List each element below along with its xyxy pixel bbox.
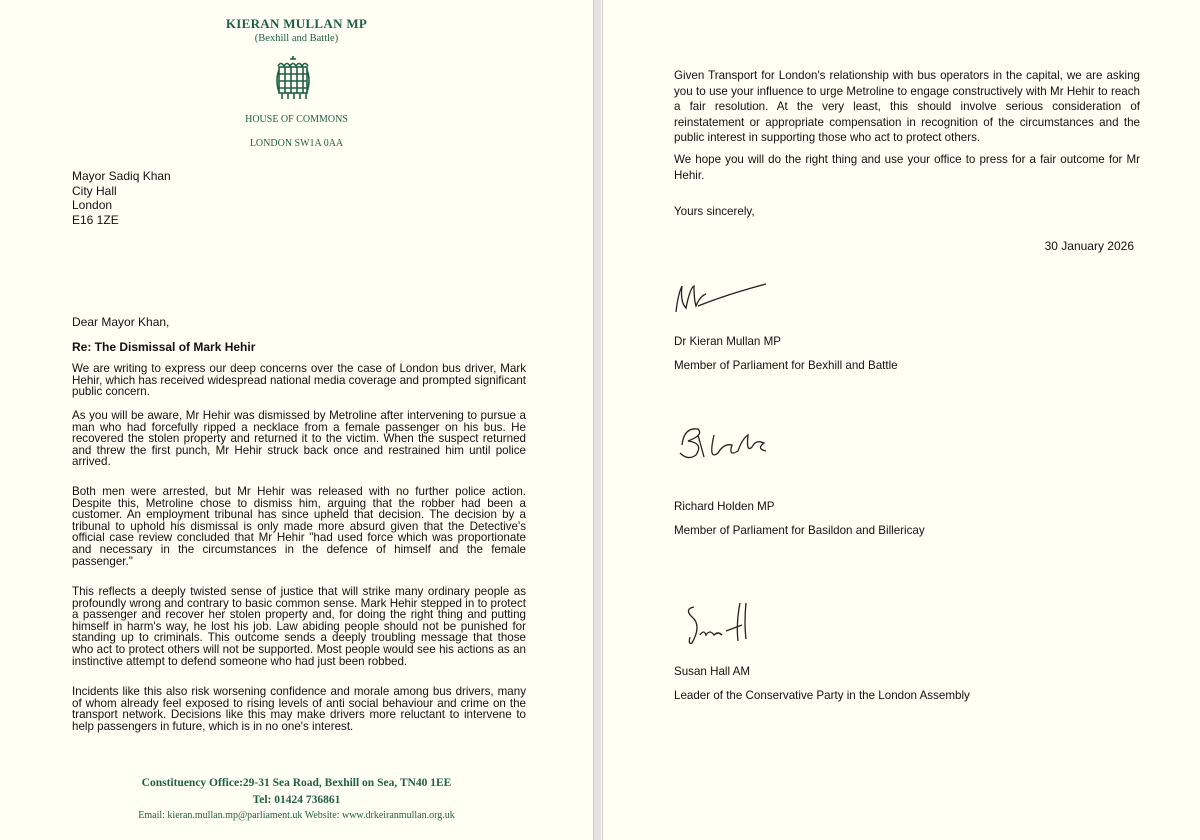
- footer-telephone: Tel: 01424 736861: [252, 794, 341, 806]
- body-paragraph: Incidents like this also risk worsening confidence and morale among bus drivers, many of whom already feel exposed to rising levels of anti social behaviour and crime on the transport network. Decisions like this may make drivers more reluctant to intervene to help passengers in future, which is in no one's interest.: [72, 685, 526, 733]
- letterhead-constituency: (Bexhill and Battle): [254, 33, 339, 44]
- body-paragraph: This reflects a deeply twisted sense of justice that will strike many ordinary people as profoundly wrong and contrary to basic common sense. Mark Hehir stepped in to protect a passenger and recover her stolen property and, for doing the right thing and putting himself in harm's way, he lost his job. Law abiding people should not be punished for standing up to criminals. This outcome sends a deeply troubling message that those who act to protect others will not be supported. Most people would see his actions as an instinctive attempt to defend someone who had just been robbed.: [72, 585, 526, 668]
- body-paragraph: We are writing to express our deep concerns over the case of London bus driver, Mark Hehir, which has received widespread national media coverage and prompted significant public concern.: [72, 362, 526, 399]
- portcullis-crest-icon: [274, 54, 312, 104]
- recipient-line: City Hall: [72, 183, 117, 198]
- subject-line: Re: The Dismissal of Mark Hehir: [72, 340, 256, 354]
- body-paragraph: As you will be aware, Mr Hehir was dismissed by Metroline after intervening to pursue a man who had forcefully ripped a necklace from a female passenger on his bus. He recovered the stolen property and returned it to the victim. When the suspect returned and threw the first punch, Mr Hehir struck back once and restrained him until police arrived.: [72, 409, 526, 469]
- letter-date: 30 January 2026: [1044, 239, 1134, 253]
- susan-hall-signature: [680, 595, 760, 650]
- signatory-role: Member of Parliament for Bexhill and Battle: [674, 359, 898, 372]
- body-paragraph: We hope you will do the right thing and use your office to press for a fair outcome for Mr Hehir.: [674, 153, 1140, 182]
- recipient-address: [72, 169, 171, 227]
- body-paragraph: Both men were arrested, but Mr Hehir was released with no further police action. Despite this, Metroline chose to dismiss him, arguing that the robber had been a customer. An employment tribunal has since upheld that decision. The decision by a tribunal to uphold his dismissal is only made more absurd given that the Detective's official case review concluded that Mr Hehir "had used force which was proportionate and necessary in the circumstances in the defence of himself and the female passenger.": [72, 485, 526, 568]
- footer-office: Constituency Office:29-31 Sea Road, Bexhill on Sea, TN40 1EE: [141, 777, 452, 789]
- kieran-mullan-signature: [668, 280, 778, 322]
- page-gap: [594, 0, 601, 840]
- closing: Yours sincerely,: [674, 205, 755, 218]
- signatory-role: Member of Parliament for Basildon and Billericay: [674, 524, 925, 537]
- recipient-line: E16 1ZE: [72, 212, 119, 227]
- letterhead-house: HOUSE OF COMMONS: [245, 114, 348, 125]
- body-paragraph: Given Transport for London's relationship with bus operators in the capital, we are asking you to use your influence to urge Metroline to engage constructively with Mr Hehir to reach a fair resolution. At the very least, this should involve serious consideration of reinstatement or appropriate compensation in recognition of the circumstances and the public interest in supporting those who act to protect others.: [674, 69, 1140, 144]
- recipient-line: London: [72, 198, 113, 212]
- recipient-line: Mayor Sadiq Khan: [72, 169, 171, 183]
- salutation: Dear Mayor Khan,: [72, 315, 170, 329]
- signatory-name: Susan Hall AM: [674, 665, 751, 678]
- letterhead-address: LONDON SW1A 0AA: [249, 138, 344, 149]
- signatory-name: Richard Holden MP: [674, 500, 775, 513]
- signatory-name: Dr Kieran Mullan MP: [674, 335, 781, 348]
- signatory-role: Leader of the Conservative Party in the London Assembly: [674, 689, 970, 702]
- footer-contact: Email: kieran.mullan.mp@parliament.uk Website: www.drkeiranmullan.org.uk: [138, 810, 455, 821]
- letterhead-name: KIERAN MULLAN MP: [225, 16, 368, 31]
- richard-holden-signature: [670, 415, 775, 475]
